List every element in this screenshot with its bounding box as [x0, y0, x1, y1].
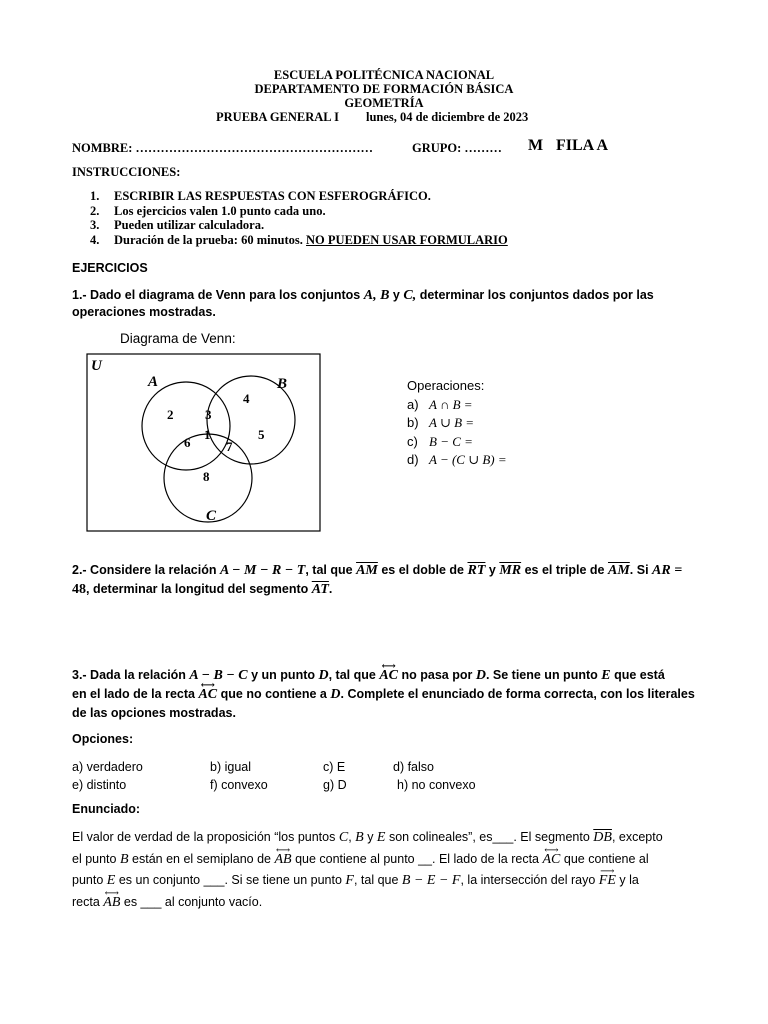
operation-item: b) A ∪ B = — [407, 415, 475, 430]
region-label: 3 — [205, 407, 212, 422]
row-label: FILA A — [556, 137, 609, 154]
instruction-item: 1. ESCRIBIR LAS RESPUESTAS CON ESFEROGRÁFICO. — [90, 189, 431, 203]
instructions-title: INSTRUCCIONES: — [72, 165, 181, 179]
name-field: NOMBRE: ………………………………………………… — [72, 141, 374, 155]
group-value: M — [528, 137, 544, 154]
exercise-3-text: 3.- Dada la relación A − B − C y un punto D, tal que ⟷ AC no pasa por D. Se tiene un punto E que está en el lado de la recta ⟷ AC que no contiene a D. Complete el enunciado de forma correcta, con los literales de las opciones mostradas. — [72, 666, 712, 723]
operations-block — [407, 377, 507, 470]
set-a-label: A — [148, 374, 159, 390]
region-label: 2 — [167, 407, 174, 422]
operations-title: Operaciones: — [407, 378, 485, 393]
instruction-item: 3. Pueden utilizar calculadora. — [90, 218, 265, 232]
set-a-circle — [142, 382, 230, 470]
group-field: GRUPO: ……… — [412, 141, 502, 155]
region-label: 7 — [226, 439, 233, 454]
exam-date: lunes, 04 de diciembre de 2023 — [366, 110, 529, 124]
subject-title: GEOMETRÍA — [344, 96, 424, 110]
exercises-title: EJERCICIOS — [72, 261, 148, 275]
instructions-list — [90, 189, 508, 247]
instruction-item: 4. Duración de la prueba: 60 minutos. NO PUEDEN USAR FORMULARIO — [90, 232, 508, 247]
exercise-2-text: 2.- Considere la relación A − M − R − T, tal que $\overline{AM}$ es el doble de $\overline{RT}$ y $\overline{MR}$ es el triple de $\overline{AM}$. Si AR = 48, determinar la longitud del segmento $\overline{AT}$. — [72, 563, 683, 597]
region-label: 1 — [204, 427, 211, 442]
exercise-1-text: 1.- Dado el diagrama de Venn para los conjuntos A, B y C, determinar los conjuntos dados por las operaciones mostradas. — [72, 288, 654, 319]
region-label: 8 — [203, 469, 210, 484]
options-row: e) distinto f) convexo g) D h) no convexo — [72, 778, 476, 792]
venn-diagram — [86, 353, 322, 533]
universe-label: U — [91, 358, 102, 374]
statement-title: Enunciado: — [72, 802, 141, 816]
department-title: DEPARTAMENTO DE FORMACIÓN BÁSICA — [254, 82, 514, 96]
region-label: 5 — [258, 427, 265, 442]
options-title: Opciones: — [72, 732, 134, 746]
operation-item: a) A ∩ B = — [407, 396, 473, 412]
venn-title: Diagrama de Venn: — [120, 331, 236, 346]
instruction-item: 2. Los ejercicios valen 1.0 punto cada uno. — [90, 203, 326, 218]
operation-item: d) A − (C ∪ B) = — [407, 452, 507, 467]
set-c-label: C — [206, 508, 217, 524]
region-label: 6 — [184, 435, 191, 450]
region-label: 4 — [243, 391, 250, 406]
options-table — [72, 758, 476, 794]
institution-title: ESCUELA POLITÉCNICA NACIONAL — [273, 68, 495, 82]
options-row: a) verdadero b) igual c) E d) falso — [72, 760, 434, 774]
operation-item: c) B − C = — [407, 433, 473, 449]
exam-title: PRUEBA GENERAL I — [216, 110, 339, 124]
set-b-label: B — [277, 376, 288, 392]
statement-text: El valor de verdad de la proposición “los puntos C, B y E son colineales”, es___. El segmento $\overline{DB}$, excepto el punto B están en el semiplano de ⟷ AB que contiene al punto __. El lado de la recta ⟷ AC que contiene al punto E es un conjunto ___. Si se tiene un punto F, tal que B − E − F, la intersección del rayo ⟶ FE y la recta ⟷ AB es ___ al conjunto vacío. — [72, 827, 712, 913]
